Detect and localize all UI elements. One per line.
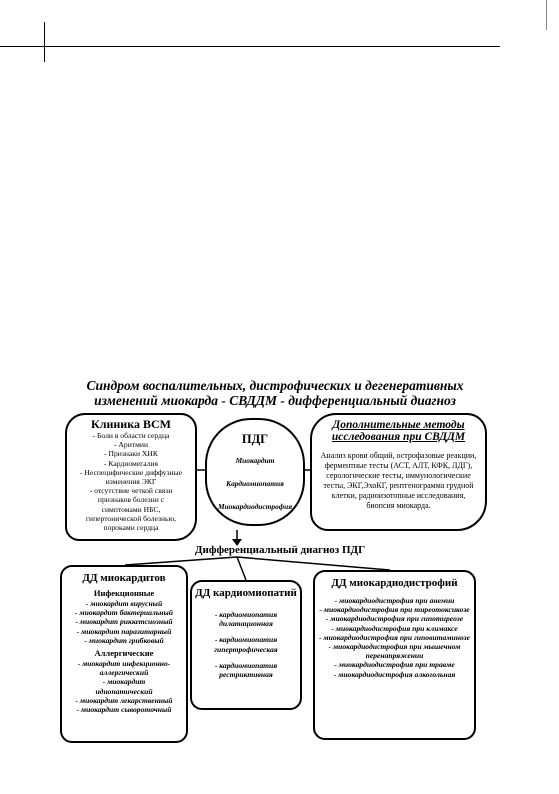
- klinika-item: - Кардиомегалия: [103, 458, 159, 468]
- klinika-item: признаков болезни с: [97, 495, 165, 505]
- klinika-item: пороками сердца: [103, 523, 159, 533]
- dd-item: - миокардит вирусный: [85, 599, 163, 608]
- dd-subheading: Инфекционные: [93, 588, 155, 598]
- arrow-to-dd-miokardiodistrofiy: [237, 557, 390, 570]
- dd-item: - миокардит бактериальный: [74, 608, 173, 618]
- dop-heading: Дополнительные методы исследования при СВДДМ: [331, 419, 466, 443]
- dd-item: - миокардиодистрофия при анемии: [334, 596, 455, 605]
- dd-subheading: Аллергические: [94, 648, 154, 659]
- dd-item: - миокардит риккетсиозный: [75, 617, 173, 627]
- diagram-title: Синдром воспалительных, дистрофических и дегенеративных изменений миокарда - СВДДМ - дифференциальный диагноз: [86, 378, 464, 408]
- dd-item: - кардиомиопатия рестриктивная: [214, 660, 278, 680]
- dd-item: идиопатический: [95, 686, 153, 696]
- klinika-box: [65, 413, 197, 541]
- dd-item: - кардиомиопатия гипертрофическая: [214, 635, 278, 654]
- dd-item: - миокардиодистрофия при тиреотоксикозе: [319, 605, 470, 615]
- klinika-item: - Аритмии: [113, 440, 149, 450]
- dd-miokarditov-box: [60, 565, 188, 743]
- dd-item: - миокардит паразитарный: [76, 626, 172, 636]
- dd-item: - миокардит инфекционно-: [77, 659, 171, 669]
- klinika-item: симптомами ИБС,: [101, 504, 161, 514]
- dd-kardiomiopatiy-heading: ДД кардиомиопатий: [195, 587, 297, 599]
- pdg-heading: ПДГ: [241, 432, 269, 446]
- dd-miokardiodistrofiy-heading: ДД миокардиодистрофий: [331, 577, 458, 589]
- pdg-item: Кардиомиопатия: [226, 479, 284, 488]
- dd-item: - миокардиодистрофия при климаксе: [331, 623, 458, 633]
- dd-item: - миокардит лекарственный: [75, 695, 173, 705]
- klinika-item: - Признаки ХНК: [104, 449, 158, 459]
- pdg-item: Миокардит: [235, 456, 275, 465]
- dd-item: - миокардит: [102, 677, 146, 687]
- klinika-item: - Боли в области сердца: [92, 431, 170, 440]
- klinika-item: изменения ЭКГ: [105, 477, 157, 487]
- dd-miokarditov-heading: ДД миокардитов: [82, 572, 166, 584]
- klinika-heading: Клиника ВСМ: [91, 417, 171, 431]
- dd-item: - кардиомиопатия дилатационная: [214, 610, 278, 629]
- klinika-item: - Неспецифические диффузные: [79, 467, 183, 477]
- dd-item: - миокардиодистрофия при гипотиреозе: [325, 614, 464, 624]
- dd-item: аллергический: [99, 668, 149, 678]
- dd-title: Дифференциальный диагноз ПДГ: [194, 544, 366, 556]
- dd-kardiomiopatiy-box: [190, 580, 302, 710]
- dd-item: - миокардиодистрофия при мышечном перенапряжении: [328, 642, 461, 661]
- dd-item: - миокардиодистрофия алкогольная: [333, 669, 456, 679]
- dd-item: - миокардит грибковый: [84, 635, 164, 645]
- dd-item: - миокардиодистрофия при травме: [334, 660, 455, 670]
- pdg-item: Миокардиодистрофия: [217, 502, 292, 511]
- dop-text: Анализ крови общий, острофазовые реакции, ферментные тесты (АСТ, АЛТ, КФК, ЛДГ), серологические тесты, иммунологические тесты, ЭКГ,ЭхоКГ, рентгенограмма грудной клетки, радиоизотопные исследования, биопсия миокарда.: [320, 451, 477, 510]
- dd-item: - миокардиодистрофия при гиповитаминозе: [319, 632, 470, 642]
- dd-item: - миокардит сывороточный: [76, 705, 172, 715]
- klinika-item: гипертонической болезнью,: [85, 513, 177, 523]
- arrow-to-dd-kardiomiopatiy: [237, 557, 246, 580]
- arrow-to-dd-miokarditov: [125, 557, 237, 565]
- klinika-item: - отсутствие четкой связи: [89, 486, 173, 496]
- dd-miokardiodistrofiy-box: [313, 570, 476, 740]
- pdg-box: [205, 418, 305, 526]
- dop-methods-box: [310, 413, 487, 531]
